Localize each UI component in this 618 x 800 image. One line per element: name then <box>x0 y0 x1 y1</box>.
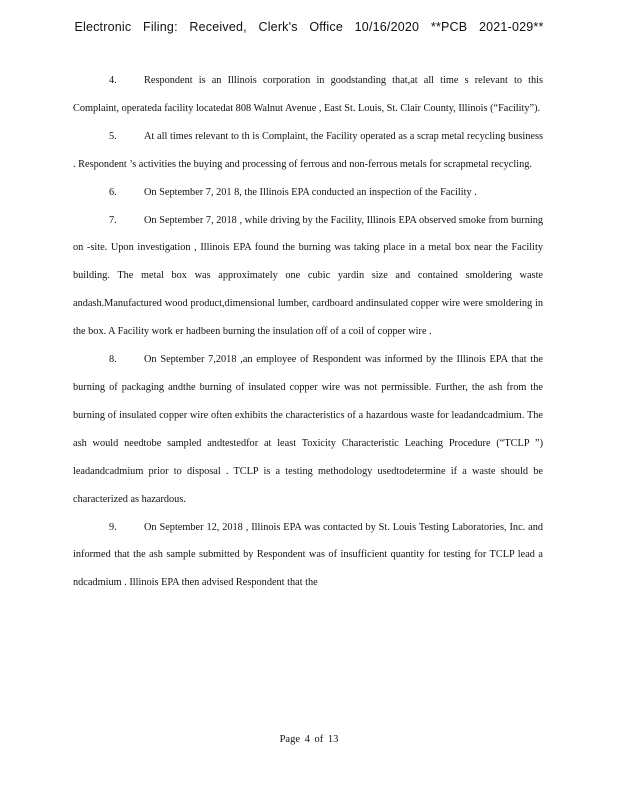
paragraph-7 <box>73 207 543 347</box>
paragraph-number: 8. <box>109 354 117 366</box>
document-body <box>73 67 543 597</box>
filing-header: Electronic Filing: Received, Clerk's Office 10/16/2020 **PCB 2021-029** <box>74 20 544 34</box>
paragraph-number: 4. <box>109 75 117 86</box>
paragraph-6 <box>73 179 543 207</box>
paragraph-number: 7. <box>109 214 117 226</box>
paragraph-5 <box>73 123 543 179</box>
paragraph-9 <box>73 514 543 598</box>
paragraph-text: At all times relevant to th is Complaint, the Facility operated as a scrap metal recycling business . Respondent ’s activities the buying and processing of ferrous and non-ferrous metals for scrapmetal recycling. <box>73 130 543 170</box>
paragraph-text: On September 7, 201 8, the Illinois EPA conducted an inspection of the Facility . <box>144 186 477 198</box>
paragraph-text: On September 7,2018 ,an employee of Respondent was informed by the Illinois EPA that the burning of packaging andthe burning of insulated copper wire was not permissible. Further, the ash from the burning of insulated copper wire often exhibits the characteristics of a hazardous waste for leadandcadmium. The ash would needtobe sampled andtestedfor at least Toxicity Characteristic Leaching Procedure (“TCLP ”) leadandcadmium prior to disposal . TCLP is a testing methodology usedtodetermine if a waste should be characterized as hazardous. <box>73 354 543 505</box>
paragraph-number: 5. <box>109 130 117 142</box>
paragraph-4 <box>73 67 543 123</box>
paragraph-number: 6. <box>109 186 117 198</box>
page-number: Page 4 of 13 <box>279 734 339 745</box>
paragraph-number: 9. <box>109 521 117 533</box>
paragraph-text: On September 12, 2018 , Illinois EPA was contacted by St. Louis Testing Laboratories, Inc. and informed that the ash sample submitted by Respondent was of insufficient quantity for testing for TCLP lead a ndcadmium . Illinois EPA then advised Respondent that the <box>73 521 543 589</box>
paragraph-8 <box>73 346 543 513</box>
paragraph-text: Respondent is an Illinois corporation in goodstanding that,at all time s relevant to this Complaint, operateda facility locatedat 808 Walnut Avenue , East St. Louis, St. Clair County, Illinois (“Facility”). <box>73 75 543 114</box>
paragraph-text: On September 7, 2018 , while driving by the Facility, Illinois EPA observed smoke from burning on -site. Upon investigation , Illinois EPA found the burning was taking place in a metal box near the Facility building. The metal box was approximately one cubic yardin size and contained smoldering waste andash.Manufactured wood product,dimensional lumber, cardboard andinsulated copper wire were smoldering in the box. A Facility work er hadbeen burning the insulation off of a coil of copper wire . <box>73 214 543 338</box>
